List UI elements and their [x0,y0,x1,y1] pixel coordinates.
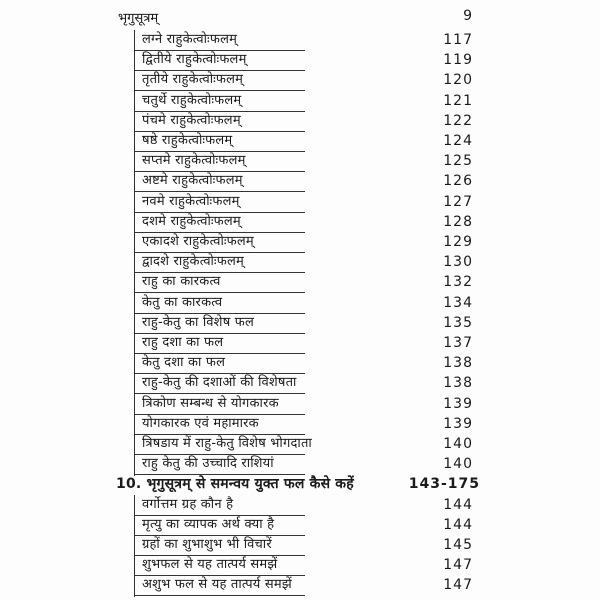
toc-row [0,454,600,476]
toc-row [0,373,600,395]
toc-entry-title: त्रिकोण सम्बन्ध से योगकारक [142,395,279,411]
toc-row [0,535,600,557]
row-left-rule [134,535,135,557]
toc-entry-title: अशुभ फल से यह तात्पर्य समझें [142,577,292,593]
row-left-rule [134,434,135,456]
running-head-title: भृगुसूत्रम् [118,11,159,26]
toc-entry-page-number: 145 [443,537,473,553]
toc-entry-page-number: 126 [443,173,473,190]
row-left-rule [134,70,135,92]
toc-entry-page-number: 130 [443,254,473,271]
toc-row [0,434,600,456]
toc-entry-page-number: 124 [443,133,473,149]
toc-entry-page-number: 140 [443,456,473,473]
toc-entry-title: 10. भृगुसूत्रम् से समन्वय युक्त फल कैसे कहें [116,476,354,493]
running-head-page-number: 9 [463,8,472,24]
toc-entry-title: पंचमे राहुकेत्वोःफलम् [142,112,241,128]
toc-row [0,111,600,133]
toc-entry-page-number: 119 [443,52,473,69]
toc-entry-page-number: 139 [443,415,473,432]
toc-entry-page-number: 127 [443,193,473,210]
toc-entry-title: ग्रहों का शुभाशुभ भी विचारें [142,537,272,552]
toc-entry-page-number: 128 [443,213,473,230]
toc-entry-title: राहु दशा का फल [142,335,224,350]
toc-entry-title: षष्ठे राहुकेत्वोःफलम् [142,133,233,148]
toc-entry-page-number: 147 [443,577,473,594]
toc-entry-title: द्वादशे राहुकेत्वोःफलम् [142,254,244,270]
row-left-rule [134,131,135,153]
toc-entry-title: चतुर्थे राहुकेत्वोःफलम् [142,92,242,108]
toc-row [0,91,600,113]
row-left-rule [134,272,135,294]
row-left-rule [134,151,135,173]
row-left-rule [134,232,135,254]
toc-row [0,293,600,315]
toc-row [0,272,600,294]
toc-entry-title: वर्गोत्तम ग्रह कौन है [142,496,234,512]
toc-row [0,232,600,254]
toc-entry-title: शुभफल से यह तात्पर्य समझें [142,557,278,573]
toc-entry-title: राहु का कारकत्व [142,274,221,290]
toc-row [0,192,600,214]
row-left-rule [134,252,135,274]
toc-entry-page-number: 137 [443,335,473,351]
toc-entry-page-number: 138 [443,375,473,392]
toc-row [0,353,600,375]
toc-entry-page-number: 147 [443,557,473,574]
toc-entry-page-number: 129 [443,234,473,250]
toc-entry-title: अष्टमे राहुकेत्वोःफलम् [142,173,243,189]
toc-entry-page-number: 117 [443,32,473,48]
toc-row [0,131,600,153]
toc-entry-title: राहु-केतु का विशेष फल [142,314,255,330]
row-left-rule [134,495,135,517]
row-left-rule [134,353,135,375]
toc-entry-page-number: 140 [443,436,473,452]
toc-row [0,414,600,436]
running-head [118,6,472,26]
toc-entry-title: केतु दशा का फल [142,355,226,371]
toc-row [0,70,600,92]
toc-entry-page-number: 139 [443,395,473,412]
toc-entry-title: तृतीये राहुकेत्वोःफलम् [142,72,244,88]
row-left-rule [134,171,135,193]
toc-entry-title: राहु केतु की उच्चादि राशियां [142,456,274,472]
row-left-rule [134,333,135,355]
toc-entry-page-number: 144 [443,496,473,513]
row-left-rule [134,394,135,416]
toc-entry-title: एकादशे राहुकेत्वोःफलम् [142,234,254,249]
toc-entry-page-number: 125 [443,153,473,170]
toc-entry-title: केतु का कारकत्व [142,294,223,310]
toc-entry-page-number: 132 [443,274,473,291]
toc-entry-title: नवमे राहुकेत्वोःफलम् [142,193,240,209]
row-left-rule [134,555,135,577]
toc-entry-title: सप्तमे राहुकेत्वोःफलम् [142,153,246,169]
row-left-rule [134,454,135,476]
row-left-rule [134,293,135,315]
row-left-rule [134,91,135,113]
row-left-rule [134,50,135,72]
toc-chapter-row [0,474,600,496]
row-left-rule [134,414,135,436]
toc-row [0,252,600,274]
toc-row [0,171,600,193]
toc-entry-title: दशमे राहुकेत्वोःफलम् [142,213,241,229]
toc-row [0,313,600,335]
row-left-rule [134,212,135,234]
toc-entry-page-number: 138 [443,355,473,372]
toc-entry-title: लग्ने राहुकेत्वोःफलम् [142,32,238,47]
row-left-rule [134,313,135,335]
toc-row [0,151,600,173]
toc-entry-title: मृत्यु का व्यापक अर्थ क्या है [142,516,275,532]
toc-entry-title: द्वितीये राहुकेत्वोःफलम् [142,52,247,68]
toc-entry-page-number: 143-175 [408,476,480,493]
toc-row [0,50,600,72]
toc-entry-page-number: 144 [443,516,473,533]
toc-entry-title: योगकारक एवं महामारक [142,415,259,431]
toc-row [0,30,600,52]
row-left-rule [134,192,135,214]
toc-entry-page-number: 134 [443,294,473,311]
toc-row [0,394,600,416]
toc-row [0,515,600,537]
toc-row [0,575,600,597]
toc-row [0,333,600,355]
row-left-rule [134,373,135,395]
toc-row [0,212,600,234]
toc-entry-page-number: 120 [443,72,473,89]
row-underline [135,595,305,596]
toc-entry-page-number: 121 [443,92,473,109]
toc-entry-title: राहु-केतु की दशाओं की विशेषता [142,375,297,391]
toc-entry-page-number: 135 [443,314,473,331]
row-left-rule [134,575,135,597]
toc-entry-page-number: 122 [443,112,473,129]
toc-entry-title: त्रिषडाय में राहु-केतु विशेष भोगदाता [142,436,312,451]
row-left-rule [134,515,135,537]
toc-row [0,555,600,577]
row-left-rule [134,30,135,52]
toc-row [0,495,600,517]
row-left-rule [134,111,135,133]
